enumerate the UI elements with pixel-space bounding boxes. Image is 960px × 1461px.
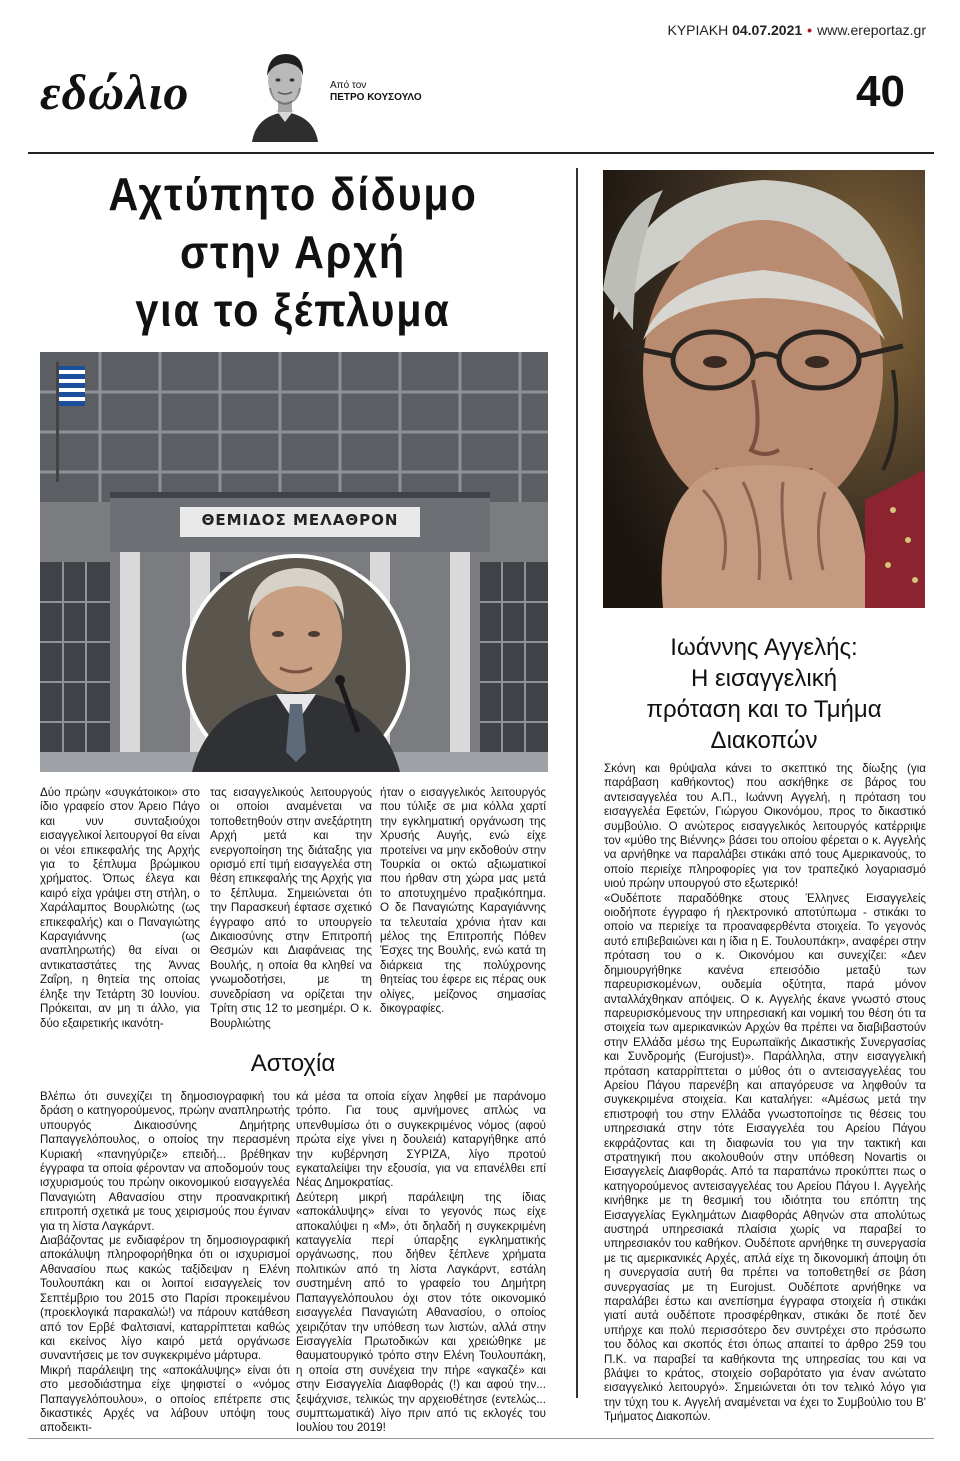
headline-line-1: Αχτύπητο δίδυμο	[108, 168, 478, 220]
column-divider	[576, 168, 578, 1398]
author-byline	[330, 80, 422, 104]
headline-line-2: στην Αρχή	[180, 226, 406, 278]
headline	[65, 165, 520, 339]
court-building-photo	[40, 352, 548, 772]
section-title: εδώλιο	[40, 64, 190, 120]
date-value: 04.07.2021	[732, 22, 803, 38]
day-label: ΚΥΡΙΑΚΗ	[667, 22, 729, 38]
header-rule	[28, 152, 934, 154]
headline-line-3: για το ξέπλυμα	[135, 284, 451, 336]
angelis-portrait-photo	[603, 170, 925, 608]
article-column-5: κά μέσα τα οποία είχαν ληφθεί με παράνομο τρόπο. Για τους αμνήμονες απλώς να υπενθυμίσω ότι ο συγκεκριμένος νόμος (αφού πρώτα είχε γίνει η δουλειά) καταργήθηκε από την κυβέρνηση ΣΥΡΙΖΑ, λίγο προτού εγκαταλείψει την εξουσία, για να επανέλθει επί Νέας Δημοκρατίας. Δεύτερη μικρή παράλειψη της ίδιας «αποκάλυψης» είναι το γεγονός πως είχε αποκαλύψει η «Μ», ότι δηλαδή η συγκεκριμένη καταγγελία περί ύπαρξης εγκληματικής οργάνωσης, που δήθεν ξέπλενε χρήματα πολιτικών από τη λίστα Λαγκάρντ, εστάλη συστημένη από το γραφείο του Δημήτρη Παπαγγελόπουλου όχι στον τότε οικονομικό εισαγγελέα Παναγιώτη Αθανασίου, ο οποίος χειριζόταν την υπόθεση των λιστών, αλλά στην Εισαγγελία Πρωτοδικών και χρειώθηκε με θαυματουργικό τρόπο στην Ελένη Τουλουπάκη, η οποία στη συνέχεια την πήρε «αγκαζέ» και στην Εισαγγελία Διαφθοράς (!) και αφού την... ξεψάχνισε, τελικώς την αρχειοθέτησε (εντελώς... συμπτωματικά) λίγο πριν από τις εκλογές του Ιουλίου του 2019!	[296, 1090, 546, 1435]
sidebar-heading	[606, 632, 922, 756]
article-column-4: Βλέπω ότι συνεχίζει τη δημοσιογραφική του δράση ο κατηγορούμενος, πρώην αναπληρωτής υπουργός Δικαιοσύνης Δημήτρης Παπαγγελόπουλος, ο οποίος την περασμένη Κυριακή «πανηγύριζε» επειδή... βρέθηκαν έγγραφα τα οποία φέρονταν να αποδομούν τους ισχυρισμούς του πρώην οικονομικού εισαγγελέα Παναγιώτη Αθανασίου στην προανακριτική επιτροπή σχετικά με τους χειρισμούς που έγιναν για τη λίστα Λαγκάρντ. Διαβάζοντας με ενδιαφέρον τη δημοσιογραφική αποκάλυψη πληροφορήθηκα ότι οι ισχυρισμοί Αθανασίου πως κακώς ταξίδεψαν η Ελένη Τουλουπάκη και οι λοιποί εισαγγελείς τον Σεπτέμβριο του 2015 στο Παρίσι προκειμένου (προεκλογικά παρακαλώ!) να πάρουν κατάθεση από τον Ερβέ Φαλτσιανί, καταρρίπτεται καθώς και εκείνος λίγο καιρό μετά οργάνωσε συναντήσεις με τον συγκεκριμένο μάρτυρα. Μικρή παράλειψη της «αποκάλυψης» είναι ότι στο μεσοδιάστημα είχε ψηφιστεί ο «νόμος Παπαγγελόπουλου», ο οποίος επέτρεπε στις δικαστικές Αρχές να λάβουν υπόψη τους αποδεικτι-	[40, 1090, 290, 1435]
subheading-astoxia: Αστοχία	[250, 1050, 336, 1077]
sidebar-heading-line-1: Ιωάννης Αγγελής:	[670, 634, 858, 661]
sidebar-body: Σκόνη και θρύψαλα κάνει το σκεπτικό της δίωξης (για παράβαση καθήκοντος) που ασκήθηκε σε βάρος του αντεισαγγελέα του Α.Π., Ιωάννη Αγγελή, η πρόταση του εισαγγελέα Εφετών, Γιώργου Οικονόμου, προς το δικαστικό συμβούλιο. Ο ανώτερος εισαγγελικός λειτουργός κατέρριψε τον «μύθο της Βιέννης» βάσει του οποίου φέρεται ο κ. Αγγελής να αρνήθηκε να παραλάβει στικάκι από τους Αμερικανούς, το οποίο περιείχε πληροφορίες για τον τραπεζικό λογαριασμό υιού πρώην υπουργού στο εξωτερικό! «Ουδέποτε παραδόθηκε στους Έλληνες Εισαγγελείς οιοδήποτε έγγραφο ή ηλεκτρονικό αποτύπωμα - στικάκι το οποίο να περιείχε τα προαναφερθέντα στοιχεία. Το γεγονός αυτό επιβεβαιώνει και η ίδια η Ε. Τουλουπάκη», αναφέρει στην πρόταση του ο κ. Οικονόμου και συνεχίζει: «Δεν δημιουργήθηκε κανένα επεισόδιο μεταξύ των παρευρισκομένων, ουδεμία οξύτητα, παρά μόνον ανταλλάχθηκαν απόψεις. Ο κ. Αγγελής έκανε γνωστό στους παρευρισκόμενους την υπηρεσιακή και νομική του θέση ότι τα στοιχεία των αμερικανικών Αρχών θα πρέπει να διαβιβαστούν στην Ελλάδα μέσω της Ευρωπαϊκής Δικαστικής Συνεργασίας και Συνδρομής (Eurojust)». Παράλληλα, στην εισαγγελική πρόταση καταρρίπτεται ο μύθος ότι ο αντεισαγγελέας του Αρείου Πάγου παρενέβη και απαγόρευσε να ληφθούν τα συγκεκριμένα στοιχεία. Και καταλήγει: «Αμέσως μετά την επιστροφή του στην Ελλάδα γνωστοποίησε τις θέσεις του υπηρεσιακά στην τότε Εισαγγελέα του Αρείου Πάγου εκφράζοντας και τη διαφωνία του για την τακτική και στρατηγική που ακολουθούν στην υπόθεση Novartis οι Εισαγγελείς Διαφθοράς. Από τα παραπάνω προκύπτει πως ο κατηγορούμενος αντεισαγγελέας του Αρείου Πάγου Ι. Αγγελής κινήθηκε με τη θεσμική του ιδιότητα του επόπτη της Εισαγγελίας Εγκλημάτων Διαφθοράς Αθηνών στα απολύτως αυστηρά υπηρεσιακά πλαίσια χωρίς να παραβεί το υπηρεσιακόν του καθήκον. Ουδέποτε αρνήθηκε τη συνεργασία με τις αμερικανικές Αρχές, απλά είχε τη δικονομική άποψη ότι η συνεργασία αυτή θα πρέπει να τοποθετηθεί σε βάση συνεργασίας με τη Eurojust. Ουδέποτε αρνήθηκε να παραλάβει έστω και ανεπίσημα έγγραφα στοιχεία ή στικάκι γιατί αυτά ουδέποτε προσφέρθηκαν, στικάκι δε ποτέ δεν υπήρχε και πολύ περισσότερο δεν συντρέχει στο πρόσωπο του δόλος και σκοπός έτσι όπως απαιτεί το άρθρο 259 του Π.Κ. να παραβεί τα καθήκοντα της υπηρεσίας του και να βλάψει το κράτος, στοιχείο σοβαρότατο για έναν ανώτατο εισαγγελικό λειτουργό». Σημειώνεται ότι τον τελικό λόγο για την τύχη του κ. Αγγελή αναμένεται να έχει το Συμβούλιο του Β' Τμήματος Διακοπών.	[604, 762, 926, 1424]
author-photo	[246, 42, 324, 142]
footer-rule	[28, 1438, 934, 1439]
page-number: 40	[856, 67, 905, 116]
sidebar-heading-line-3: πρόταση και το Τμήμα	[646, 696, 882, 723]
author-prefix: Από τον	[330, 80, 367, 91]
separator-dot: •	[807, 22, 813, 38]
article-column-2: τας εισαγγελικούς λειτουργούς οι οποίοι αναμένεται να τοποθετηθούν στην ανεξάρτητη Αρχή μετά και την ενεργοποίηση της διάταξης για ορισμό επί τιμή εισαγγελέα στη θέση επικεφαλής της Αρχής για το ξέπλυμα. Σημειώνεται ότι την Παρασκευή έφτασε σχετικό έγγραφο από το υπουργείο Δικαιοσύνης στην Επιτροπή Θεσμών και Διαφάνειας της Βουλής, η οποία θα κληθεί να γνωμοδοτήσει, με τη συνεδρίαση να ορίζεται την Τρίτη στις 12 το μεσημέρι. Ο κ. Βουρλιώτης	[210, 786, 372, 1030]
masthead-bar	[0, 22, 960, 46]
building-sign: ΘΕΜΙΔΟΣ ΜΕΛΑΘΡΟΝ	[201, 511, 399, 529]
article-column-3: ήταν ο εισαγγελικός λειτουργός που τύλιξε σε μια κόλλα χαρτί την εγκληματική οργάνωση της Χρυσής Αυγής, ενώ είχε προτείνει να μην εκδοθούν στην Τουρκία οι οκτώ αξιωματικοί που ήρθαν στη χώρα μας μετά το αποτυχημένο πραξικόπημα. Ο δε Παναγιώτης Καραγιάννης τα τελευταία χρόνια ήταν και μέλος της Επιτροπής Πόθεν Έσχες της Βουλής, ενώ κατά τη διάρκεια της πολύχρονης θητείας του έφερε εις πέρας ουκ ολίγες, μείζονος σημασίας δικογραφίες.	[380, 786, 546, 1016]
sidebar-heading-line-4: Διακοπών	[710, 727, 818, 754]
article-column-1: Δύο πρώην «συγκάτοικοι» στο ίδιο γραφείο στον Άρειο Πάγο και νυν συνταξιούχοι εισαγγελικοί λειτουργοί θα είναι οι νέοι επικεφαλής της Αρχής για το ξέπλυμα βρώμικου χρήματος. Όπως έλεγα και καιρό είχα γράψει στη στήλη, ο Χαράλαμπος Βουρλιώτης (ως επικεφαλής) και ο Παναγιώτης Καραγιάννης (ως αναπληρωτής) θα είναι οι αντικαταστάτες της Άννας Ζαΐρη, η θητεία της οποίας έληξε την Τετάρτη 30 Ιουνίου. Πρόκειται, αν μη τι άλλο, για δύο εξαιρετικής ικανότη-	[40, 786, 200, 1030]
date-line	[667, 22, 926, 38]
author-name: ΠΕΤΡΟ ΚΟΥΣΟΥΛΟ	[330, 92, 422, 103]
sidebar-heading-line-2: Η εισαγγελική	[690, 665, 838, 692]
website-link[interactable]: www.ereportaz.gr	[817, 22, 926, 38]
